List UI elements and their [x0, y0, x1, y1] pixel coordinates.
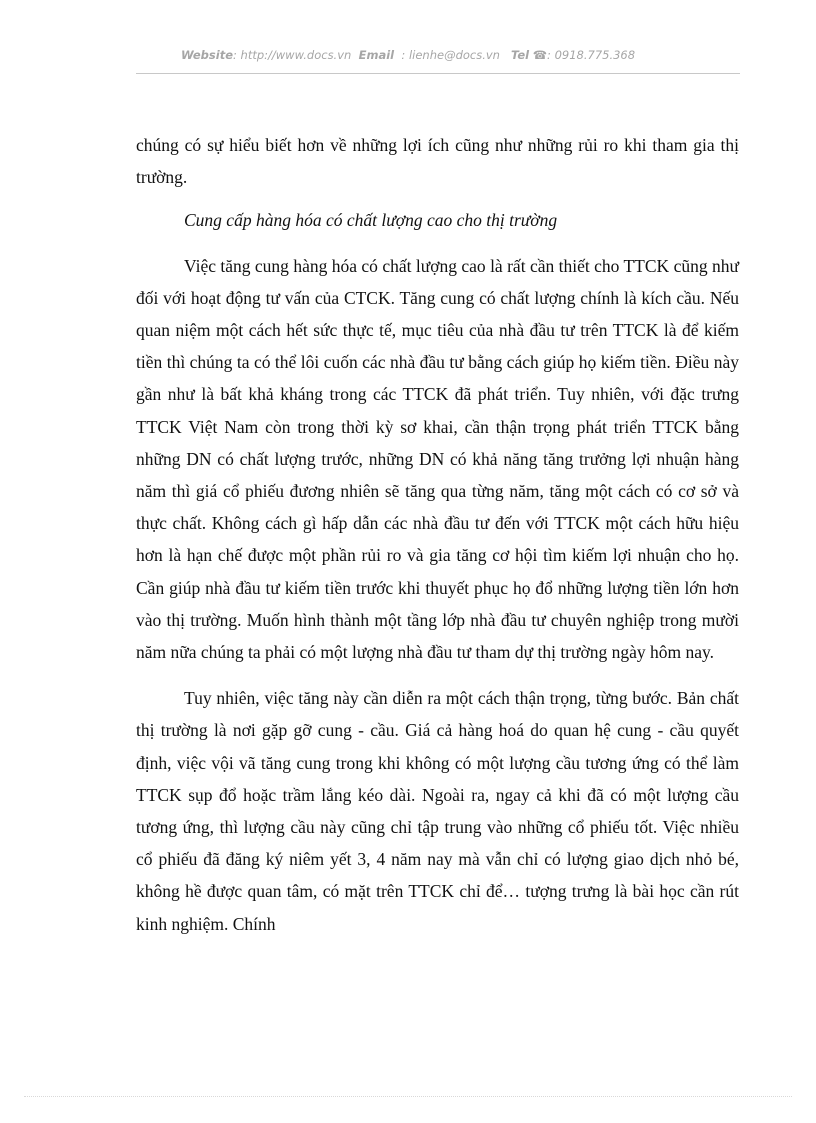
- website-label: Website: [180, 48, 234, 62]
- paragraph-cautious-growth: Tuy nhiên, việc tăng này cần diễn ra một cách thận trọng, từng bước. Bản chất thị trường là nơi gặp gỡ cung - cầu. Giá cả hàng hoá do quan hệ cung - cầu quyết định, việc vội vã tăng cung trong khi không có một lượng cầu tương ứng có thể làm TTCK sụp đổ hoặc trầm lắng kéo dài. Ngoài ra, ngay cả khi đã có một lượng cầu tương ứng, thì lượng cầu này cũng chỉ tập trung vào những cổ phiếu tốt. Việc nhiều cổ phiếu đã đăng ký niêm yết 3, 4 năm nay mà vẫn chỉ có lượng giao dịch nhỏ bé, không hề được quan tâm, có mặt trên TTCK chỉ để… tượng trưng là bài học cần rút kinh nghiệm. Chính: [136, 688, 739, 934]
- tel-label: Tel: [510, 48, 530, 62]
- website-value: : http://www.docs.vn: [233, 48, 352, 62]
- tel-value: : 0918.775.368: [547, 48, 636, 62]
- paragraph-supply-quality: Việc tăng cung hàng hóa có chất lượng cao là rất cần thiết cho TTCK cũng như đối với hoạt động tư vấn của CTCK. Tăng cung có chất lượng chính là kích cầu. Nếu quan niệm một cách hết sức thực tế, mục tiêu của nhà đầu tư trên TTCK là để kiếm tiền thì chúng ta có thể lôi cuốn các nhà đầu tư bằng cách giúp họ kiếm tiền. Điều này gần như là bất khả kháng trong các TTCK đã phát triển. Tuy nhiên, với đặc trưng TTCK Việt Nam còn trong thời kỳ sơ khai, cần thận trọng phát triển TTCK bằng những DN có chất lượng trước, những DN có khả năng tăng trưởng lợi nhuận hàng năm thì giá cổ phiếu đương nhiên sẽ tăng qua từng năm, tăng một cách có cơ sở và thực chất. Không cách gì hấp dẫn các nhà đầu tư đến với TTCK một cách hữu hiệu hơn là hạn chế được một phần rủi ro và gia tăng cơ hội tìm kiếm lợi nhuận cho họ. Cần giúp nhà đầu tư kiếm tiền trước khi thuyết phục họ đổ những lượng tiền lớn hơn vào thị trường. Muốn hình thành một tầng lớp nhà đầu tư chuyên nghiệp trong mười năm nữa chúng ta phải có một lượng nhà đầu tư tham dự thị trường ngày hôm nay.: [136, 255, 739, 663]
- page-header: [0, 48, 816, 62]
- header-divider: [136, 73, 740, 74]
- email-label: Email: [358, 48, 395, 62]
- phone-icon: ☎: [532, 48, 548, 62]
- section-subheading: Cung cấp hàng hóa có chất lượng cao cho thị trường: [184, 210, 558, 231]
- paragraph-continuation: chúng có sự hiểu biết hơn về những lợi ích cũng như những rủi ro khi tham gia thị trường.: [136, 135, 739, 188]
- email-value: : lienhe@docs.vn: [401, 48, 500, 62]
- document-body: [136, 129, 739, 951]
- footer-divider: [24, 1096, 792, 1097]
